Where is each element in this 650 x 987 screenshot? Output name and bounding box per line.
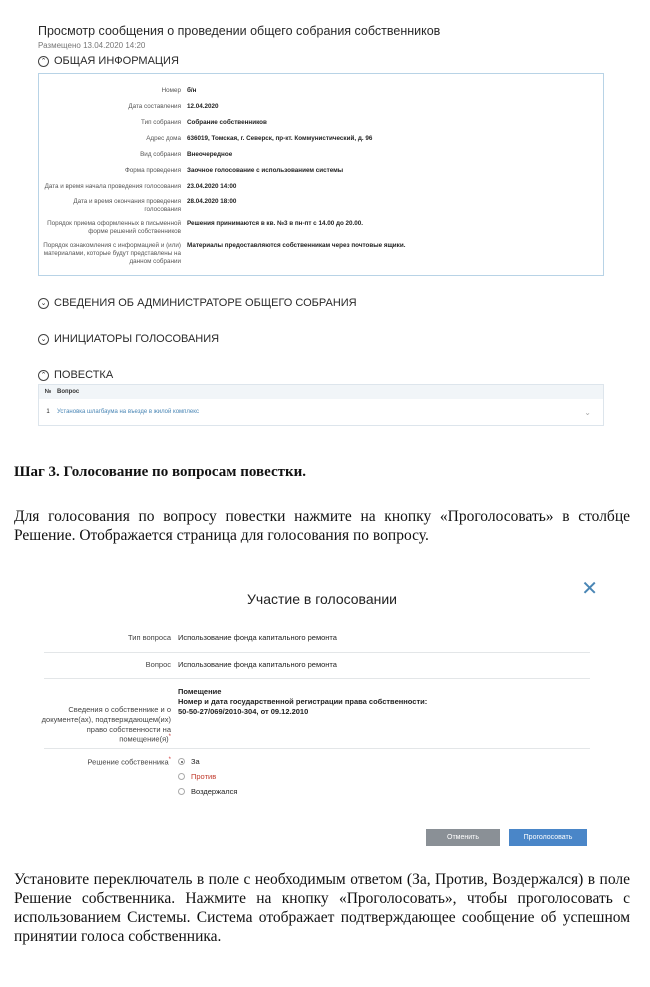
section-admin-title: СВЕДЕНИЯ ОБ АДМИНИСТРАТОРЕ ОБЩЕГО СОБРАНИЯ xyxy=(54,297,357,309)
info-label: Адрес дома xyxy=(146,135,181,142)
decision-label xyxy=(34,757,178,801)
owner-info-value xyxy=(178,687,427,745)
question-type-label: Тип вопроса xyxy=(128,633,171,642)
chevron-up-icon: ⌃ xyxy=(38,370,49,381)
info-label: Форма проведения xyxy=(124,167,181,174)
page-title: Просмотр сообщения о проведении общего собрания собственников xyxy=(38,24,441,38)
info-value: Собрание собственников xyxy=(187,119,267,126)
row-number: 1 xyxy=(46,409,50,415)
posted-date: Размещено 13.04.2020 14:20 xyxy=(38,41,146,50)
info-label: Тип собрания xyxy=(141,119,181,126)
agenda-table-header xyxy=(39,385,603,399)
question-type-value: Использование фонда капитального ремонта xyxy=(178,633,337,642)
radio-empty-icon[interactable] xyxy=(178,788,185,795)
info-value: 28.04.2020 18:00 xyxy=(187,198,237,205)
info-row xyxy=(39,183,603,191)
divider xyxy=(44,748,590,749)
owner-info-row xyxy=(34,687,610,745)
info-row xyxy=(39,135,603,143)
meeting-view-screenshot xyxy=(30,18,610,417)
radio-against-label: Против xyxy=(191,771,217,781)
info-label: Порядок приема оформленных в письменной форме решений собственников xyxy=(47,220,181,235)
cancel-button[interactable]: Отменить xyxy=(426,829,500,846)
section-general-toggle[interactable] xyxy=(38,55,179,67)
divider xyxy=(44,678,590,679)
question-type-row xyxy=(34,633,610,643)
info-row xyxy=(39,119,603,127)
info-label: Вид собрания xyxy=(140,151,181,158)
info-row xyxy=(39,198,603,214)
info-value: Материалы предоставляются собственникам через почтовые ящики. xyxy=(187,242,406,249)
registration-value: 50-50-27/069/2010-304, от 09.12.2010 xyxy=(178,706,309,716)
instruction-paragraph-2: Установите переключатель в поле с необходимым ответом (За, Против, Воздержался) в поле Решение собственника. Нажмите на кнопку «Проголосовать», чтобы проголосовать с использованием Системы. Система отображает подтверждающее сообщение об успешном принятии голоса собственника. xyxy=(14,871,630,945)
info-label: Дата и время окончания проведения голосования xyxy=(73,198,181,213)
info-value: б/н xyxy=(187,87,197,94)
instruction-paragraph-1: Для голосования по вопросу повестки нажмите на кнопку «Проголосовать» в столбце Решение. Отображается страница для голосования по вопросу. xyxy=(14,508,630,544)
radio-abstain[interactable] xyxy=(178,787,237,797)
info-label: Дата и время начала проведения голосования xyxy=(44,183,181,190)
premises-title: Помещение xyxy=(178,687,222,696)
info-value: 23.04.2020 14:00 xyxy=(187,183,237,190)
decision-label-text: Решение собственника xyxy=(87,757,169,767)
info-value: 12.04.2020 xyxy=(187,103,219,110)
info-label: Порядок ознакомления с информацией и (или) материалами, которые будут представлены на данном собрании xyxy=(43,242,181,265)
expand-chevron-icon[interactable]: ⌄ xyxy=(584,407,591,417)
registration-label: Номер и дата государственной регистрации права собственности: xyxy=(178,696,428,706)
table-row[interactable] xyxy=(39,399,603,425)
info-row xyxy=(39,242,603,266)
info-row xyxy=(39,87,603,95)
decision-options xyxy=(178,757,237,801)
dialog-title: Участие в голосовании xyxy=(247,591,397,607)
decision-row xyxy=(34,757,610,801)
radio-against[interactable] xyxy=(178,772,237,782)
question-label: Вопрос xyxy=(145,660,171,669)
chevron-down-icon: ⌄ xyxy=(38,298,49,309)
radio-empty-icon[interactable] xyxy=(178,773,185,780)
owner-info-label xyxy=(34,687,178,745)
owner-info-label-text: Сведения о собственнике и о документе(ах), подтверждающем(их) право собственности на помещение(я) xyxy=(41,705,171,744)
radio-for[interactable] xyxy=(178,757,237,767)
general-info-panel xyxy=(38,73,604,276)
question-row xyxy=(34,660,610,670)
info-label: Номер xyxy=(161,87,181,94)
info-row xyxy=(39,103,603,111)
question-value: Использование фонда капитального ремонта xyxy=(178,660,337,669)
radio-selected-icon[interactable] xyxy=(178,758,185,765)
agenda-question-link[interactable]: Установка шлагбаума на въезде в жилой комплекс xyxy=(57,409,199,415)
section-agenda-toggle[interactable] xyxy=(38,369,113,381)
section-initiators-toggle[interactable] xyxy=(38,333,219,345)
info-row xyxy=(39,220,603,236)
info-value: Внеочередное xyxy=(187,151,233,158)
radio-abstain-label: Воздержался xyxy=(191,786,238,796)
info-value: 636019, Томская, г. Северск, пр-кт. Коммунистический, д. 96 xyxy=(187,135,373,142)
chevron-up-icon: ⌃ xyxy=(38,56,49,67)
info-row xyxy=(39,151,603,159)
chevron-down-icon: ⌄ xyxy=(38,334,49,345)
required-mark: * xyxy=(168,757,171,763)
radio-for-label: За xyxy=(191,757,200,766)
info-row xyxy=(39,167,603,175)
close-icon[interactable]: ✕ xyxy=(581,578,598,600)
info-label: Дата составления xyxy=(128,103,181,110)
section-initiators-title: ИНИЦИАТОРЫ ГОЛОСОВАНИЯ xyxy=(54,333,220,345)
vote-dialog-screenshot xyxy=(34,576,610,856)
info-value: Решения принимаются в кв. №3 в пн-пт с 14.00 до 20.00. xyxy=(187,220,364,227)
section-admin-toggle[interactable] xyxy=(38,297,357,309)
divider xyxy=(44,652,590,653)
section-agenda-title: ПОВЕСТКА xyxy=(54,369,114,381)
info-value: Заочное голосование с использованием системы xyxy=(187,167,344,174)
col-question-header: Вопрос xyxy=(57,389,80,395)
col-no-header: № xyxy=(44,389,52,395)
step-heading: Шаг 3. Голосование по вопросам повестки. xyxy=(14,464,307,480)
section-general-title: ОБЩАЯ ИНФОРМАЦИЯ xyxy=(54,55,179,67)
required-mark: * xyxy=(168,734,171,741)
agenda-table xyxy=(38,384,604,426)
vote-button[interactable]: Проголосовать xyxy=(509,829,587,846)
